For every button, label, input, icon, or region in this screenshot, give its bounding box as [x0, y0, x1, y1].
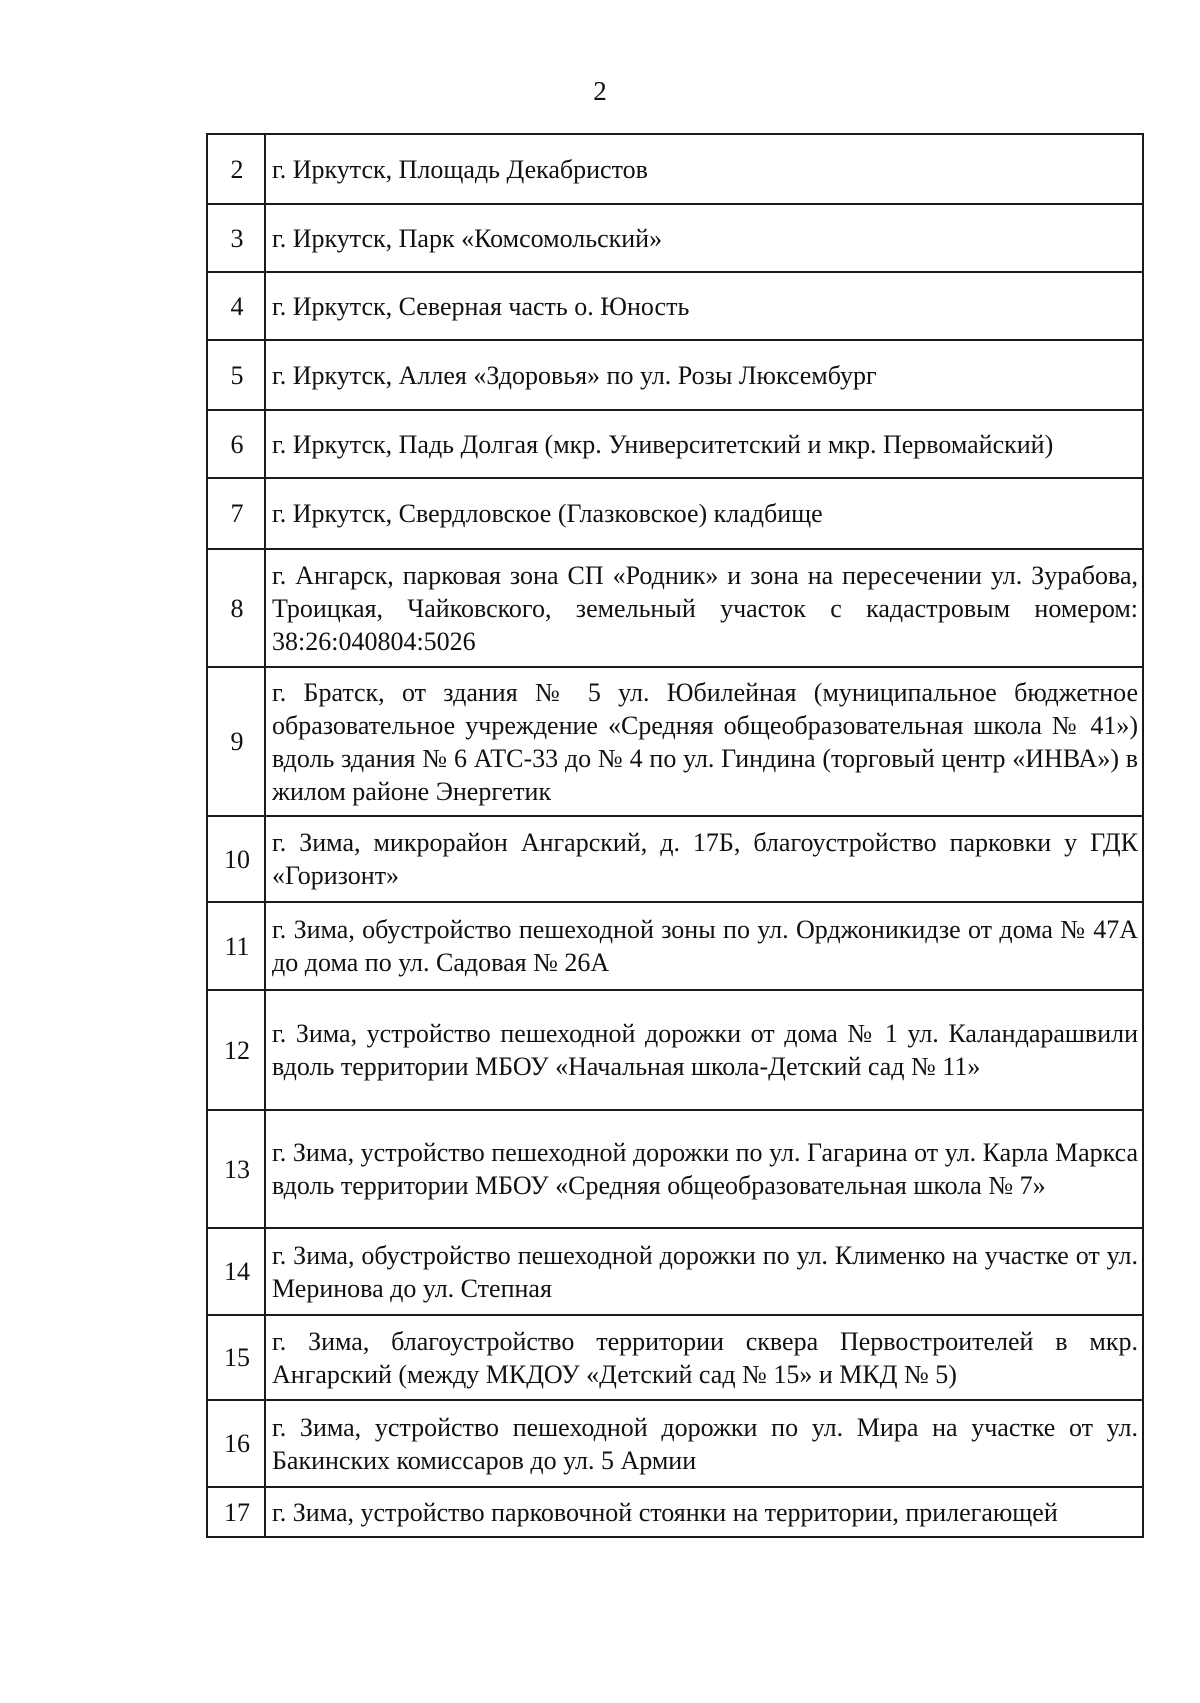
page-number: 2	[593, 76, 607, 106]
row-location: г. Иркутск, Площадь Декабристов	[265, 134, 1143, 204]
table-row	[207, 478, 1143, 549]
table-row	[207, 902, 1143, 990]
row-location: г. Зима, устройство пешеходной дорожки по ул. Мира на участке от ул. Бакинских комиссаров до ул. 5 Армии	[265, 1400, 1143, 1487]
table-row	[207, 134, 1143, 204]
row-number: 3	[207, 204, 265, 272]
row-location: г. Зима, устройство пешеходной дорожки от дома № 1 ул. Каландарашвили вдоль территории МБОУ «Начальная школа-Детский сад № 11»	[265, 990, 1143, 1110]
row-location: г. Зима, устройство пешеходной дорожки по ул. Гагарина от ул. Карла Маркса вдоль территории МБОУ «Средняя общеобразовательная школа № 7»	[265, 1110, 1143, 1228]
table-row	[207, 204, 1143, 272]
row-number: 8	[207, 549, 265, 667]
row-number: 12	[207, 990, 265, 1110]
row-location: г. Зима, обустройство пешеходной дорожки по ул. Клименко на участке от ул. Меринова до ул. Степная	[265, 1228, 1143, 1315]
row-number: 4	[207, 272, 265, 340]
row-location: г. Иркутск, Аллея «Здоровья» по ул. Розы Люксембург	[265, 340, 1143, 410]
row-number: 7	[207, 478, 265, 549]
row-number: 10	[207, 816, 265, 902]
row-location: г. Иркутск, Северная часть о. Юность	[265, 272, 1143, 340]
row-location: г. Иркутск, Свердловское (Глазковское) кладбище	[265, 478, 1143, 549]
table-row	[207, 1315, 1143, 1400]
row-location: г. Зима, устройство парковочной стоянки на территории, прилегающей	[265, 1487, 1143, 1537]
table-row	[207, 410, 1143, 478]
row-number: 6	[207, 410, 265, 478]
row-number: 11	[207, 902, 265, 990]
row-location: г. Зима, обустройство пешеходной зоны по ул. Орджоникидзе от дома № 47А до дома по ул. Садовая № 26А	[265, 902, 1143, 990]
row-number: 17	[207, 1487, 265, 1537]
table-row	[207, 340, 1143, 410]
table-row	[207, 1228, 1143, 1315]
row-location: г. Зима, благоустройство территории сквера Первостроителей в мкр. Ангарский (между МКДОУ «Детский сад № 15» и МКД № 5)	[265, 1315, 1143, 1400]
table-row	[207, 990, 1143, 1110]
row-number: 14	[207, 1228, 265, 1315]
row-number: 16	[207, 1400, 265, 1487]
row-location: г. Зима, микрорайон Ангарский, д. 17Б, благоустройство парковки у ГДК «Горизонт»	[265, 816, 1143, 902]
locations-table	[206, 133, 1144, 1538]
row-number: 13	[207, 1110, 265, 1228]
row-number: 2	[207, 134, 265, 204]
table-row	[207, 1110, 1143, 1228]
table-row	[207, 1400, 1143, 1487]
row-location: г. Ангарск, парковая зона СП «Родник» и зона на пересечении ул. Зурабова, Троицкая, Чайковского, земельный участок с кадастровым номером: 38:26:040804:5026	[265, 549, 1143, 667]
row-number: 5	[207, 340, 265, 410]
table-row	[207, 816, 1143, 902]
table-row	[207, 667, 1143, 816]
row-location: г. Иркутск, Парк «Комсомольский»	[265, 204, 1143, 272]
table-row	[207, 272, 1143, 340]
table-row	[207, 1487, 1143, 1537]
row-number: 9	[207, 667, 265, 816]
row-location: г. Братск, от здания № 5 ул. Юбилейная (муниципальное бюджетное образовательное учреждение «Средняя общеобразовательная школа № 41») вдоль здания № 6 АТС-33 до № 4 по ул. Гиндина (торговый центр «ИНВА») в жилом районе Энергетик	[265, 667, 1143, 816]
table-row	[207, 549, 1143, 667]
row-location: г. Иркутск, Падь Долгая (мкр. Университетский и мкр. Первомайский)	[265, 410, 1143, 478]
row-number: 15	[207, 1315, 265, 1400]
